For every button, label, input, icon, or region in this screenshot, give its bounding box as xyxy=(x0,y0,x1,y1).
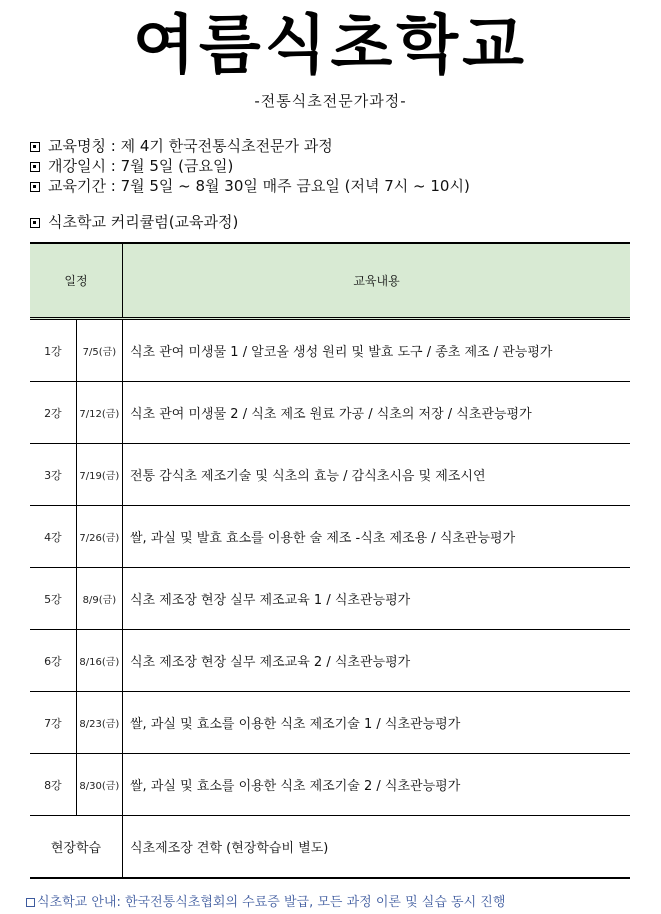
info-period: 교육기간 : 7월 5일 ~ 8월 30일 매주 금요일 (저녁 7시 ~ 10시) xyxy=(30,176,470,196)
page-subtitle: -전통식초전문가과정- xyxy=(254,92,407,110)
square-bullet-icon xyxy=(26,898,35,907)
lesson-date: 8/16(금) xyxy=(76,630,122,692)
table-row xyxy=(30,382,630,444)
info-label: 개강일시 xyxy=(48,157,106,175)
lesson-date: 8/30(금) xyxy=(76,754,122,816)
lesson-content: 식초 제조장 현장 실무 제조교육 2 / 식초관능평가 xyxy=(123,630,631,692)
header-content: 교육내용 xyxy=(123,243,631,319)
lesson-content: 쌀, 과실 및 효소를 이용한 식초 제조기술 1 / 식초관능평가 xyxy=(123,692,631,754)
notice-text xyxy=(26,891,505,910)
lesson-content: 쌀, 과실 및 효소를 이용한 식초 제조기술 2 / 식초관능평가 xyxy=(123,754,631,816)
lesson-number: 2강 xyxy=(30,382,76,444)
info-value: 제 4기 한국전통식초전문가 과정 xyxy=(120,137,333,155)
lesson-number: 4강 xyxy=(30,506,76,568)
square-bullet-icon xyxy=(30,142,40,152)
lesson-date: 7/26(금) xyxy=(76,506,122,568)
lesson-number: 8강 xyxy=(30,754,76,816)
lesson-number: 6강 xyxy=(30,630,76,692)
lesson-date: 7/5(금) xyxy=(76,319,122,382)
lesson-date: 7/12(금) xyxy=(76,382,122,444)
lesson-number: 3강 xyxy=(30,444,76,506)
lesson-content: 전통 감식초 제조기술 및 식초의 효능 / 감식초시음 및 제조시연 xyxy=(123,444,631,506)
square-bullet-icon xyxy=(30,162,40,172)
field-trip-label: 현장학습 xyxy=(30,816,123,879)
square-bullet-icon xyxy=(30,218,40,228)
info-start-date: 개강일시 : 7월 5일 (금요일) xyxy=(30,156,233,176)
table-header-row xyxy=(30,243,630,319)
info-value: 7월 5일 (금요일) xyxy=(120,157,234,175)
table-row xyxy=(30,319,630,382)
lesson-content: 식초 관여 미생물 2 / 식초 제조 원료 가공 / 식초의 저장 / 식초관능평가 xyxy=(123,382,631,444)
table-row xyxy=(30,630,630,692)
info-label: 교육기간 xyxy=(48,177,106,195)
notice-label: 식초학교 안내: 한국전통식초협회의 수료증 발급, 모든 과정 이론 및 실습 동시 진행 xyxy=(37,895,506,910)
lesson-date: 8/23(금) xyxy=(76,692,122,754)
field-trip-content: 식초제조장 견학 (현장학습비 별도) xyxy=(123,816,631,879)
section-title-text: 식초학교 커리큘럼(교육과정) xyxy=(48,213,239,231)
info-course-name: 교육명칭 : 제 4기 한국전통식초전문가 과정 xyxy=(30,136,333,156)
table-row-field-trip xyxy=(30,816,630,879)
section-title xyxy=(30,212,238,232)
lesson-content: 식초 관여 미생물 1 / 알코올 생성 원리 및 발효 도구 / 종초 제조 / 관능평가 xyxy=(123,319,631,382)
lesson-date: 8/9(금) xyxy=(76,568,122,630)
lesson-number: 7강 xyxy=(30,692,76,754)
table-row xyxy=(30,692,630,754)
lesson-content: 식초 제조장 현장 실무 제조교육 1 / 식초관능평가 xyxy=(123,568,631,630)
table-row xyxy=(30,506,630,568)
table-row xyxy=(30,568,630,630)
lesson-content: 쌀, 과실 및 발효 효소를 이용한 술 제조 -식초 제조용 / 식초관능평가 xyxy=(123,506,631,568)
square-bullet-icon xyxy=(30,182,40,192)
lesson-number: 1강 xyxy=(30,319,76,382)
lesson-number: 5강 xyxy=(30,568,76,630)
lesson-date: 7/19(금) xyxy=(76,444,122,506)
info-value: 7월 5일 ~ 8월 30일 매주 금요일 (저녁 7시 ~ 10시) xyxy=(120,177,470,195)
table-row xyxy=(30,444,630,506)
header-schedule: 일정 xyxy=(30,243,123,319)
curriculum-table xyxy=(30,242,630,879)
table-row xyxy=(30,754,630,816)
info-label: 교육명칭 xyxy=(48,137,106,155)
page-title: 여름식초학교 xyxy=(133,8,528,83)
